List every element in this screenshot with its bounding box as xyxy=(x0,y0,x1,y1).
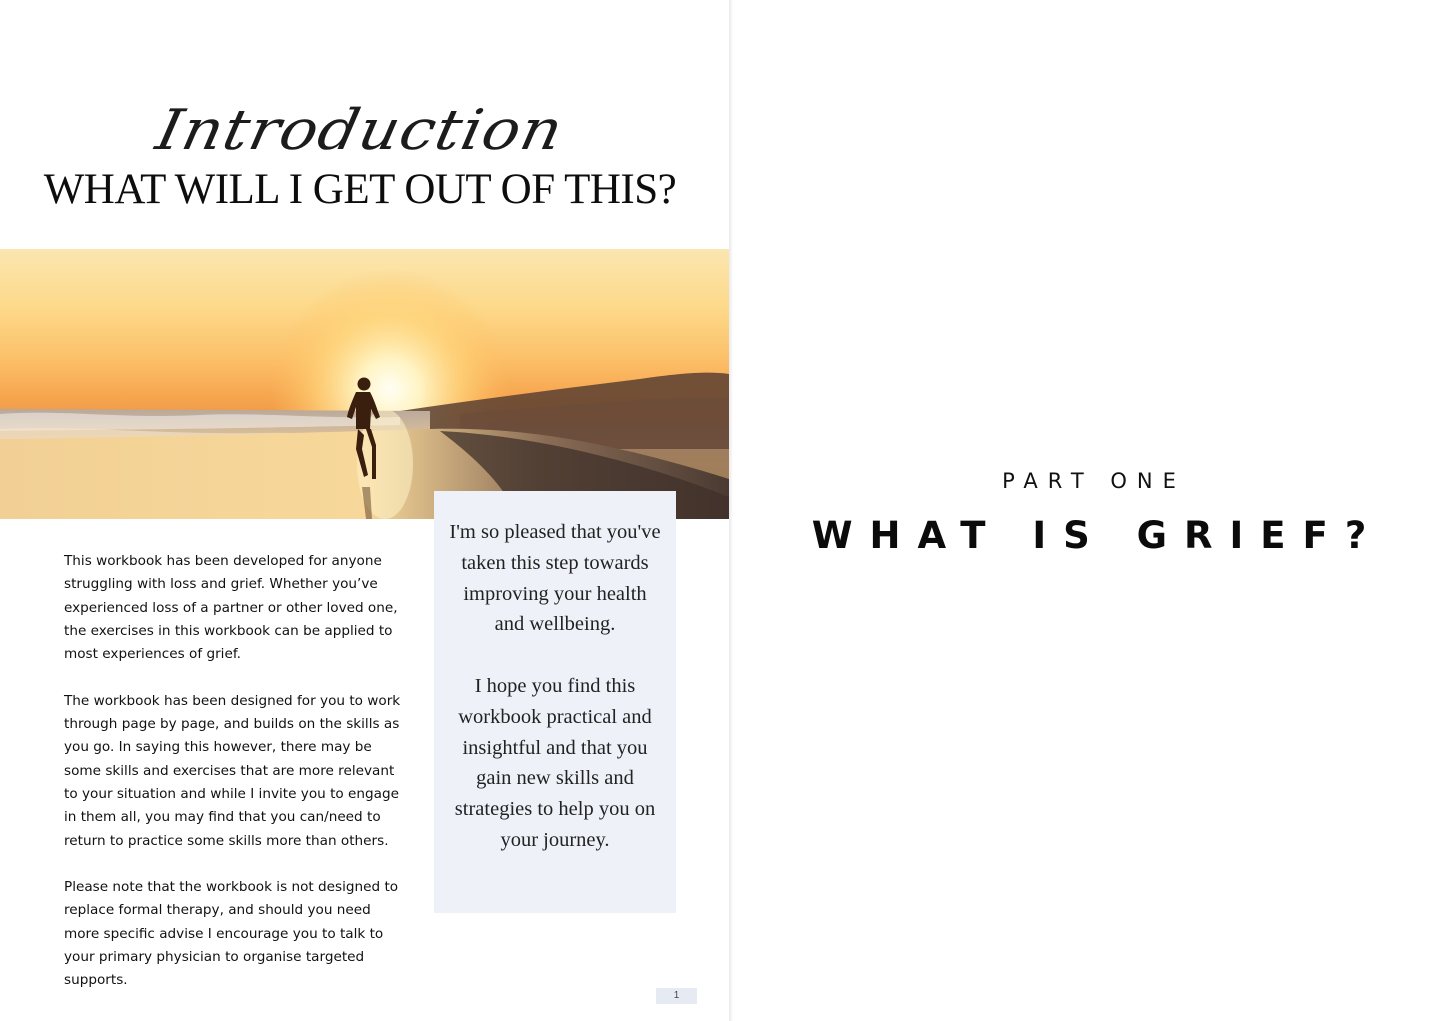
part-label: PART ONE xyxy=(1002,469,1186,493)
body-text xyxy=(64,550,404,1016)
beach-sunset-illustration xyxy=(0,249,729,519)
body-paragraph: The workbook has been designed for you to work through page by page, and builds on the skills as you go. In saying this however, there may be some skills and exercises that are more relevant to your situation and while I invite you to engage in them all, you may find that you can/need to return to practice some skills more than others. xyxy=(64,692,401,849)
script-title: Introduction xyxy=(150,96,570,163)
body-paragraph: This workbook has been developed for anyone struggling with loss and grief. Whether you’ve experienced loss of a partner or other loved one, the exercises in this workbook can be applied to most experiences of grief. xyxy=(64,553,398,663)
quote-box xyxy=(434,491,676,913)
beach-runner-photo xyxy=(0,249,729,519)
body-paragraph: Please note that the workbook is not designed to replace formal therapy, and should you need more specific advise I encourage you to talk to your primary physician to organise targeted supports. xyxy=(64,879,399,989)
right-page xyxy=(733,0,1445,1021)
page-number: 1 xyxy=(656,988,697,1004)
part-title: WHAT IS GRIEF? xyxy=(811,514,1384,557)
quote-paragraph: I hope you find this workbook practical and insightful and that you gain new skills and strategies to help you on your journey. xyxy=(454,674,656,851)
page-heading: WHAT WILL I GET OUT OF THIS? xyxy=(43,166,677,213)
quote-paragraph: I'm so pleased that you've taken this step towards improving your health and wellbeing. xyxy=(449,521,661,636)
